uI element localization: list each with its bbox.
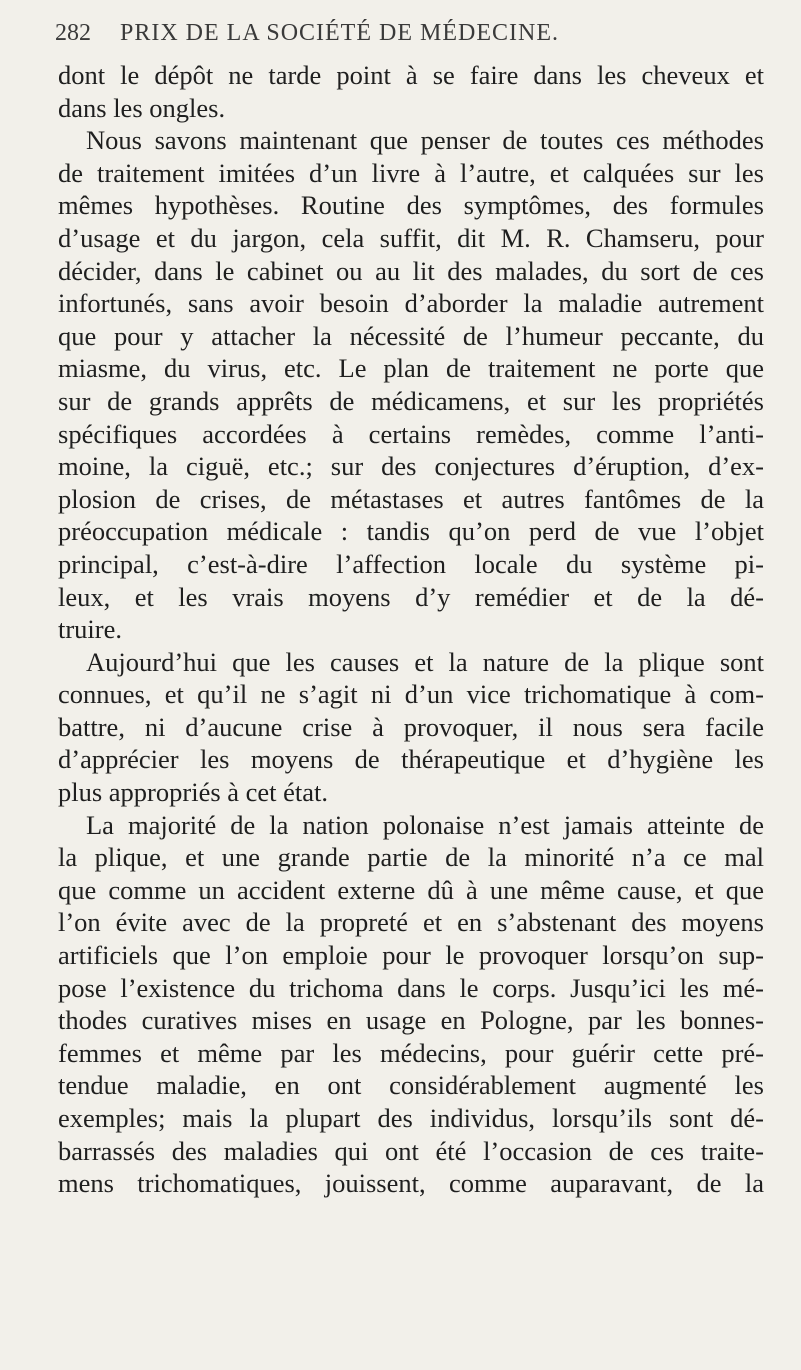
text-line: dont le dépôt ne tarde point à se faire dans les cheveux et [58, 60, 764, 90]
text-line: d’usage et du jargon, cela suffit, dit M. R. Chamseru, pour [58, 222, 764, 253]
running-header [55, 20, 559, 60]
text-line: mens trichomatiques, jouissent, comme auparavant, de la [58, 1168, 764, 1199]
body-text [58, 59, 764, 1200]
text-line: moine, la ciguë, etc.; sur des conjectures d’éruption, d’ex- [58, 451, 764, 482]
text-line: barrassés des maladies qui ont été l’occasion de ces traite- [58, 1135, 764, 1166]
text-line: que comme un accident externe dû à une même cause, et que [58, 874, 764, 905]
text-line: Nous savons maintenant que penser de toutes ces méthodes [86, 125, 764, 156]
text-line: leux, et les vrais moyens d’y remédier et de la dé- [58, 581, 764, 612]
text-line: d’apprécier les moyens de thérapeutique et d’hygiène les [58, 744, 764, 775]
text-line: battre, ni d’aucune crise à provoquer, il nous sera facile [58, 711, 764, 742]
text-line: plosion de crises, de métastases et autres fantômes de la [58, 483, 764, 514]
text-line: infortunés, sans avoir besoin d’aborder la maladie autrement [58, 288, 764, 319]
text-line: l’on évite avec de la propreté et en s’abstenant des moyens [58, 907, 764, 938]
text-line: que pour y attacher la nécessité de l’humeur peccante, du [58, 320, 764, 351]
text-line: Aujourd’hui que les causes et la nature de la plique sont [86, 646, 764, 677]
text-line: préoccupation médicale : tandis qu’on perd de vue l’objet [58, 516, 764, 547]
text-line: dans les ongles. [58, 92, 226, 123]
text-line: truire. [58, 614, 123, 645]
text-line: artificiels que l’on emploie pour le provoquer lorsqu’on sup- [58, 940, 764, 971]
text-line: miasme, du virus, etc. Le plan de traitement ne porte que [58, 353, 764, 384]
text-line: spécifiques accordées à certains remèdes, comme l’anti- [58, 418, 764, 449]
page-number: 282 [55, 20, 91, 46]
text-line: mêmes hypothèses. Routine des symptômes, des formules [58, 190, 764, 221]
text-line: de traitement imitées d’un livre à l’autre, et calquées sur les [58, 157, 764, 188]
text-line: décider, dans le cabinet ou au lit des malades, du sort de ces [58, 255, 764, 286]
text-line: femmes et même par les médecins, pour guérir cette pré- [58, 1037, 764, 1068]
text-line: exemples; mais la plupart des individus, lorsqu’ils sont dé- [58, 1103, 764, 1133]
text-line: plus appropriés à cet état. [58, 777, 329, 808]
text-line: principal, c’est-à-dire l’affection locale du système pi- [58, 548, 764, 579]
text-line: La majorité de la nation polonaise n’est jamais atteinte de [86, 809, 764, 840]
text-line: la plique, et une grande partie de la minorité n’a ce mal [58, 842, 764, 873]
text-line: thodes curatives mises en usage en Pologne, par les bonnes- [58, 1005, 764, 1036]
text-line: pose l’existence du trichoma dans le corps. Jusqu’ici les mé- [58, 972, 764, 1003]
text-line: connues, et qu’il ne s’agit ni d’un vice trichomatique à com- [58, 679, 764, 710]
text-line: sur de grands apprêts de médicamens, et sur les propriétés [58, 385, 764, 416]
text-line: tendue maladie, en ont considérablement augmenté les [58, 1070, 764, 1101]
running-title: PRIX DE LA SOCIÉTÉ DE MÉDECINE. [120, 20, 559, 46]
